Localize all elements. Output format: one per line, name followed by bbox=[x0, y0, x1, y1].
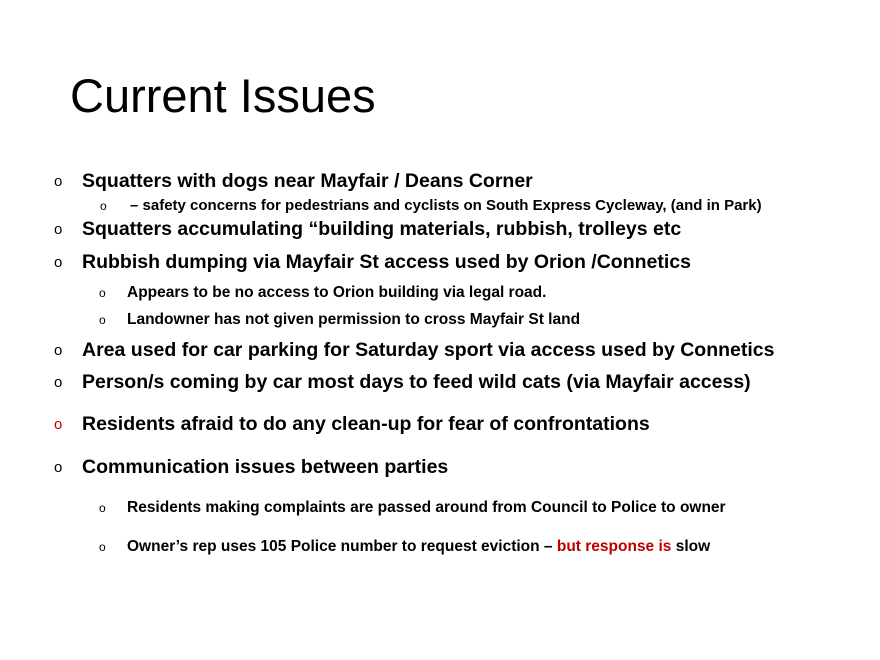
sub-bullet-landowner-permission bbox=[99, 311, 581, 329]
sub-bullet-no-access bbox=[99, 284, 547, 302]
bullet-item-rubbish-dumping bbox=[54, 251, 691, 274]
bullet-text-part: slow bbox=[671, 538, 711, 555]
sub-bullet-safety-concerns bbox=[100, 197, 762, 214]
circle-bullet-icon: o bbox=[54, 173, 63, 190]
bullet-text: Communication issues between parties bbox=[82, 456, 449, 478]
bullet-item-car-parking bbox=[54, 339, 775, 362]
bullet-text: Squatters with dogs near Mayfair / Deans Corner bbox=[82, 170, 533, 192]
bullet-text-highlight: but response is bbox=[556, 538, 672, 555]
sub-bullet-police-number bbox=[99, 538, 711, 556]
circle-bullet-icon: o bbox=[54, 221, 63, 238]
circle-bullet-icon: o bbox=[99, 501, 106, 515]
bullet-text: Squatters accumulating “building materials, rubbish, trolleys etc bbox=[82, 218, 682, 240]
bullet-item-squatters-dogs bbox=[54, 170, 533, 193]
circle-bullet-icon: o bbox=[100, 199, 107, 213]
bullet-text: Rubbish dumping via Mayfair St access used by Orion /Connetics bbox=[82, 251, 691, 273]
circle-bullet-icon: o bbox=[54, 254, 63, 271]
bullet-text-part: Owner’s rep uses 105 Police number to request eviction – bbox=[127, 538, 557, 555]
bullet-text: Residents afraid to do any clean-up for fear of confrontations bbox=[82, 413, 650, 435]
circle-bullet-icon: o bbox=[54, 374, 63, 391]
circle-bullet-icon: o bbox=[54, 342, 63, 359]
bullet-text: Person/s coming by car most days to feed wild cats (via Mayfair access) bbox=[82, 371, 751, 393]
bullet-text: Appears to be no access to Orion building via legal road. bbox=[127, 284, 547, 301]
bullet-item-building-materials bbox=[54, 218, 682, 241]
circle-bullet-icon: o bbox=[54, 459, 63, 476]
bullet-item-residents-afraid bbox=[54, 413, 650, 436]
circle-bullet-icon: o bbox=[99, 540, 106, 554]
circle-bullet-icon: o bbox=[99, 313, 106, 327]
circle-bullet-icon: o bbox=[54, 416, 63, 433]
bullet-item-wild-cats bbox=[54, 371, 751, 394]
bullet-text: – safety concerns for pedestrians and cyclists on South Express Cycleway, (and in Park) bbox=[130, 197, 762, 214]
sub-bullet-complaints-passed bbox=[99, 499, 726, 517]
bullet-item-communication-issues bbox=[54, 456, 449, 479]
circle-bullet-icon: o bbox=[99, 286, 106, 300]
bullet-text: Landowner has not given permission to cross Mayfair St land bbox=[127, 311, 581, 328]
slide-title: Current Issues bbox=[70, 69, 376, 122]
bullet-text: Residents making complaints are passed around from Council to Police to owner bbox=[127, 499, 726, 516]
bullet-text: Area used for car parking for Saturday sport via access used by Connetics bbox=[82, 339, 775, 361]
